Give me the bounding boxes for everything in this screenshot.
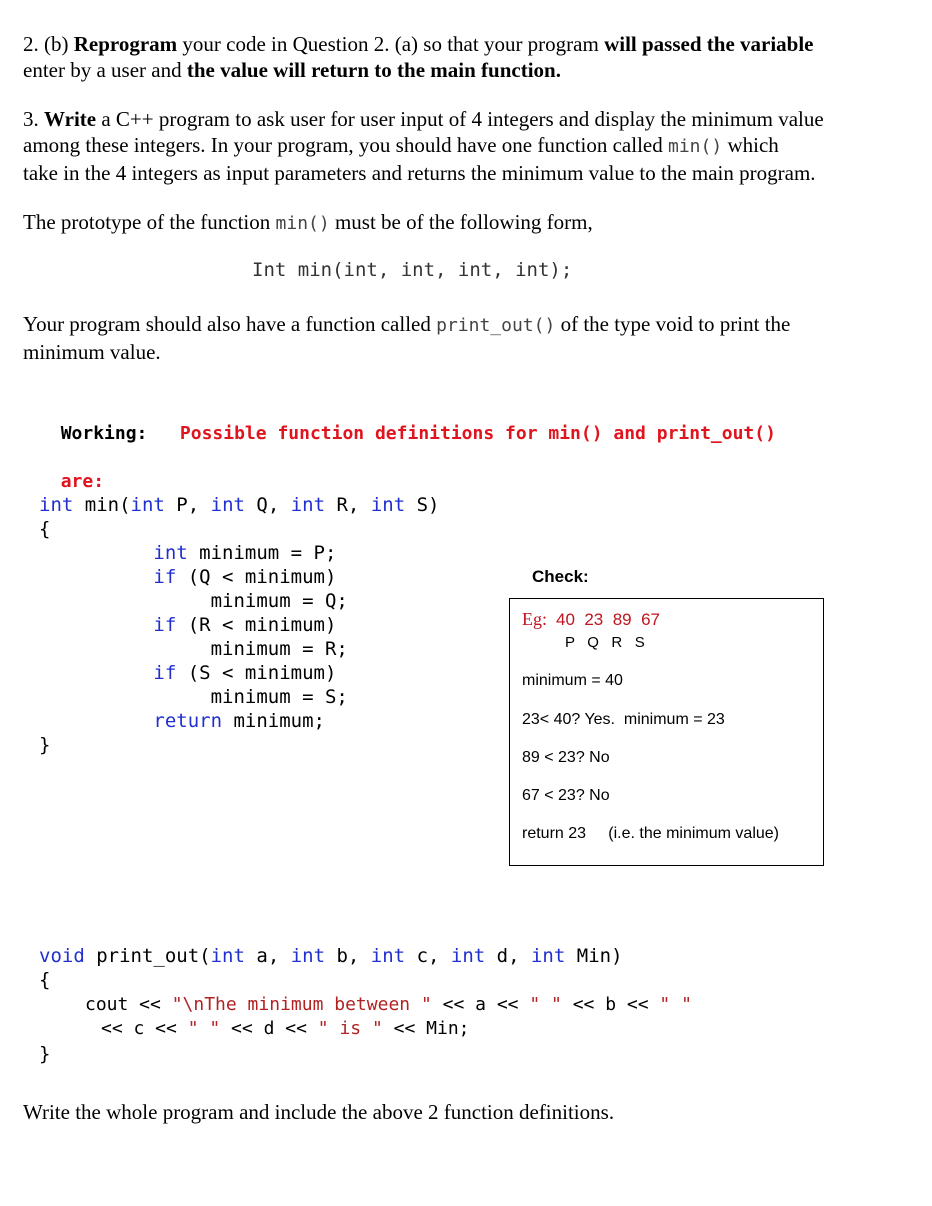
code-text: Q,: [244, 494, 291, 516]
check-box: [509, 598, 824, 866]
working-title: Possible function definitions for min() and print_out(): [179, 423, 776, 444]
code-keyword: int: [450, 945, 486, 967]
code-keyword: int: [290, 494, 326, 516]
code-text: minimum = P;: [187, 542, 337, 564]
code-text: Min): [565, 945, 623, 967]
check-eg-prefix: Eg:: [522, 609, 547, 629]
code-text: << a <<: [431, 994, 530, 1015]
code-string: " ": [529, 994, 562, 1015]
code-brace-close: }: [39, 734, 51, 756]
check-example: [522, 609, 660, 630]
printout-brace-close: }: [39, 1043, 51, 1065]
code-keyword: if: [153, 614, 177, 636]
q3-text-line3: take in the 4 integers as input parameters and returns the minimum value to the main program.: [23, 161, 816, 185]
code-text: S): [405, 494, 440, 516]
q3-inline-code-min: min(): [668, 136, 723, 157]
working-header: [39, 398, 776, 494]
code-text: minimum;: [222, 710, 325, 732]
code-text: (Q < minimum): [176, 566, 337, 588]
q2b-mid: your code in Question 2. (a) so that your program: [177, 32, 605, 56]
q3-text-line1: a C++ program to ask user for user input of 4 integers and display the minimum value: [96, 107, 824, 131]
q3-text-which: which: [722, 133, 779, 157]
working-title-are: are:: [60, 471, 105, 492]
code-text: cout <<: [85, 994, 172, 1015]
code-keyword: return: [153, 710, 223, 732]
check-return: return 23: [522, 825, 587, 842]
printout-text-c: minimum value.: [23, 340, 161, 364]
check-line-5: [522, 825, 779, 843]
code-text: R,: [325, 494, 371, 516]
prototype-inline-code: min(): [275, 213, 330, 234]
printout-text-b: of the type void to print the: [555, 312, 791, 336]
code-keyword: int: [153, 542, 188, 564]
code-text: c,: [405, 945, 451, 967]
code-keyword: int: [130, 494, 165, 516]
code-text: d,: [485, 945, 531, 967]
q2b-bold-reprogram: Reprogram: [73, 32, 178, 56]
code-keyword: int: [530, 945, 566, 967]
check-line-1: minimum = 40: [522, 672, 623, 689]
printout-text-a: Your program should also have a function called: [23, 312, 437, 336]
code-text: << c <<: [101, 1018, 188, 1039]
code-string: "\nThe minimum between ": [171, 994, 432, 1015]
q2b-bold-passed: will passed the variable: [604, 32, 814, 56]
code-text: a,: [244, 945, 291, 967]
check-eg-values: 40 23 89 67: [556, 610, 660, 629]
prototype-sentence: [23, 209, 853, 237]
min-function-code: [39, 493, 439, 757]
q2b-prefix: 2. (b): [23, 32, 74, 56]
code-text: (R < minimum): [176, 614, 337, 636]
code-keyword: int: [370, 494, 406, 516]
q3-bold-write: Write: [44, 107, 97, 131]
code-brace-open: {: [39, 518, 51, 540]
prototype-signature: Int min(int, int, int, int);: [252, 259, 573, 281]
code-keyword: int: [290, 945, 326, 967]
printout-inline-code: print_out(): [436, 315, 556, 336]
code-keyword: if: [153, 566, 177, 588]
code-text: b,: [325, 945, 371, 967]
code-string: " is ": [317, 1018, 383, 1039]
code-keyword: int: [210, 494, 245, 516]
check-label: Check:: [532, 567, 589, 586]
code-text: minimum = R;: [210, 638, 348, 660]
code-string: " ": [659, 994, 692, 1015]
question-2b: [23, 31, 853, 83]
prototype-text-b: must be of the following form,: [329, 210, 593, 234]
code-text: << d <<: [220, 1018, 318, 1039]
code-keyword: int: [39, 494, 74, 516]
printout-cout-line2: [101, 1017, 470, 1041]
question-3: [23, 106, 853, 186]
q2b-bold-return: the value will return to the main function.: [186, 58, 561, 82]
q2b-line2: enter by a user and: [23, 58, 187, 82]
code-text: print_out(: [84, 945, 211, 967]
code-brace-open: {: [39, 969, 51, 991]
code-text: min(: [73, 494, 131, 516]
check-letters: P Q R S: [565, 634, 645, 651]
code-keyword: void: [39, 945, 85, 967]
code-text: << b <<: [561, 994, 660, 1015]
code-text: (S < minimum): [176, 662, 337, 684]
printout-cout-line1: [85, 993, 692, 1017]
check-line-3: 89 < 23? No: [522, 749, 610, 766]
final-instruction: Write the whole program and include the above 2 function definitions.: [23, 1100, 615, 1124]
code-text: minimum = S;: [210, 686, 348, 708]
code-keyword: if: [153, 662, 177, 684]
code-text: << Min;: [382, 1018, 470, 1039]
check-line-2: 23< 40? Yes. minimum = 23: [522, 711, 725, 728]
q3-number: 3.: [23, 107, 44, 131]
code-text: P,: [164, 494, 211, 516]
working-label: Working:: [60, 423, 148, 444]
printout-function-code: [39, 944, 623, 992]
check-return-note: (i.e. the minimum value): [608, 825, 779, 842]
code-keyword: int: [210, 945, 245, 967]
check-line-4: 67 < 23? No: [522, 787, 610, 804]
prototype-text-a: The prototype of the function: [23, 210, 276, 234]
code-string: " ": [187, 1018, 221, 1039]
code-text: minimum = Q;: [210, 590, 348, 612]
printout-sentence: [23, 311, 853, 365]
q3-text-line2: among these integers. In your program, you should have one function called: [23, 133, 668, 157]
code-keyword: int: [370, 945, 406, 967]
